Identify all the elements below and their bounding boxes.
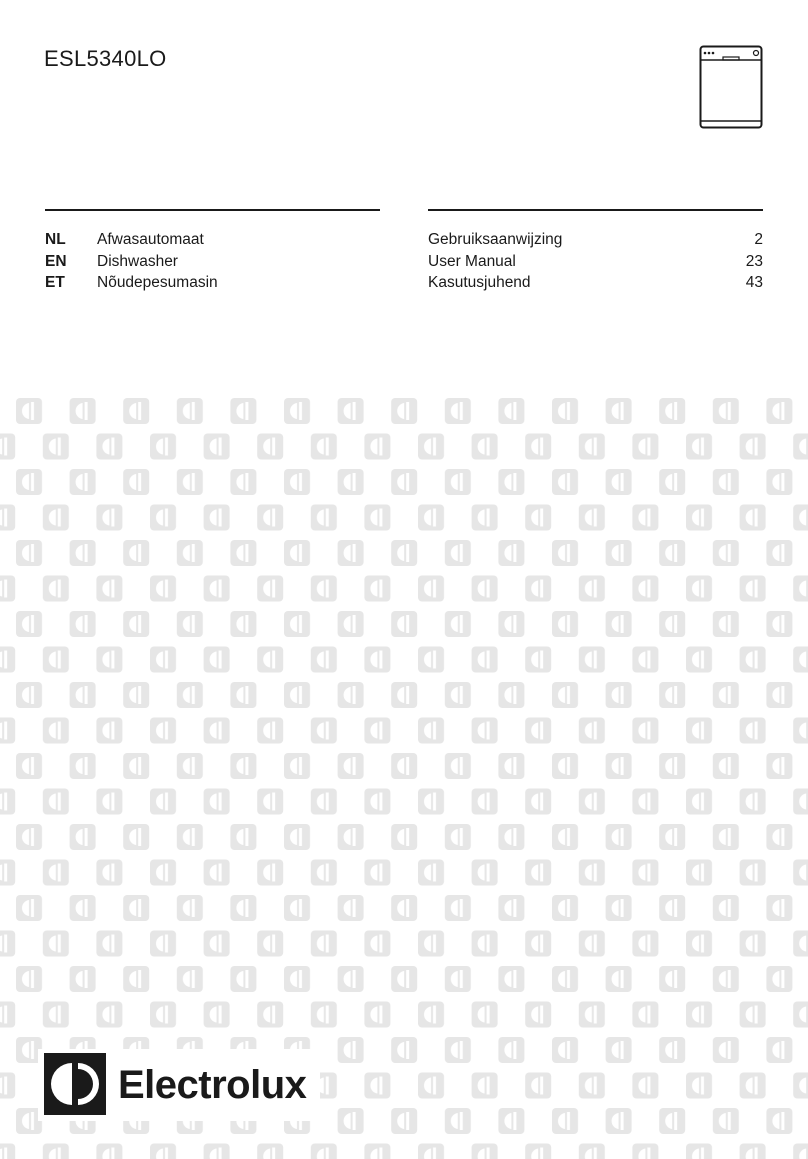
model-number: ESL5340LO [44,46,167,71]
page-number: 2 [754,231,763,248]
page-number: 43 [745,274,763,291]
divider-left [45,209,380,211]
manual-index [428,229,763,294]
manual-row-et [428,272,763,294]
manual-row-nl [428,229,763,251]
product-name: Dishwasher [97,252,178,270]
language-code: ET [45,274,65,291]
product-name: Afwasautomaat [97,231,204,248]
electrolux-logo-icon [44,1053,106,1115]
language-code: EN [45,252,67,270]
language-row-en [45,251,385,273]
manual-row-en [428,251,763,273]
brand-logo [38,1049,320,1121]
dishwasher-icon [699,45,763,129]
language-row-et [45,272,385,294]
manual-title: User Manual [428,252,516,270]
manual-title: Gebruiksaanwijzing [428,231,563,248]
logo-pattern-background [0,396,808,1159]
page-number: 23 [745,252,763,270]
product-name: Nõudepesumasin [97,274,218,291]
brand-name: Electrolux [118,1063,307,1107]
manual-title: Kasutusjuhend [428,274,531,291]
divider-right [428,209,763,211]
language-row-nl [45,229,385,251]
language-list [45,229,385,294]
language-code: NL [45,231,66,248]
